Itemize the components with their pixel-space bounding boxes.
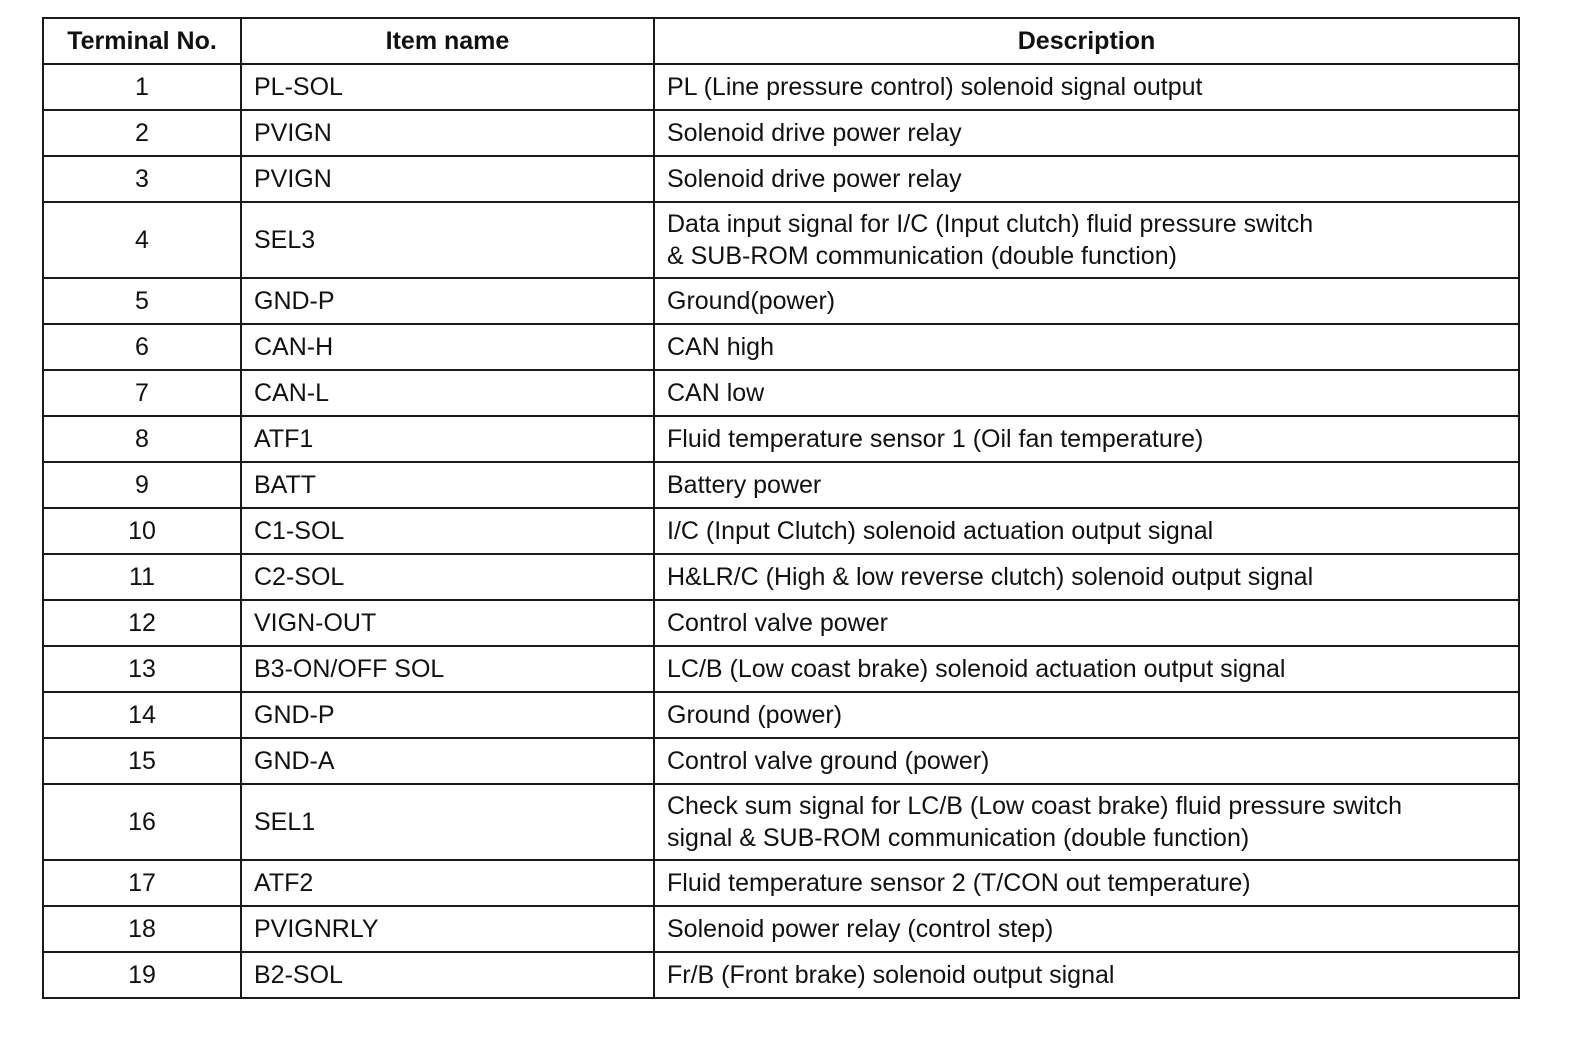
item-name: CAN-H xyxy=(241,324,654,370)
item-name: SEL1 xyxy=(241,784,654,860)
description: CAN high xyxy=(654,324,1519,370)
terminal-number: 19 xyxy=(43,952,241,998)
description: Data input signal for I/C (Input clutch) fluid pressure switch & SUB-ROM communication (double function) xyxy=(654,202,1519,278)
table-row xyxy=(43,370,1519,416)
item-name: PL-SOL xyxy=(241,64,654,110)
description: H&LR/C (High & low reverse clutch) solenoid output signal xyxy=(654,554,1519,600)
description: I/C (Input Clutch) solenoid actuation output signal xyxy=(654,508,1519,554)
description: CAN low xyxy=(654,370,1519,416)
terminal-number: 15 xyxy=(43,738,241,784)
terminal-number: 9 xyxy=(43,462,241,508)
terminal-number: 18 xyxy=(43,906,241,952)
description: PL (Line pressure control) solenoid signal output xyxy=(654,64,1519,110)
item-name: B2-SOL xyxy=(241,952,654,998)
table-row xyxy=(43,554,1519,600)
item-name: C1-SOL xyxy=(241,508,654,554)
table-row xyxy=(43,784,1519,860)
header-item-name: Item name xyxy=(241,18,654,64)
table-row xyxy=(43,462,1519,508)
terminal-number: 17 xyxy=(43,860,241,906)
description: Control valve power xyxy=(654,600,1519,646)
header-row xyxy=(43,18,1519,64)
description: Check sum signal for LC/B (Low coast brake) fluid pressure switch signal & SUB-ROM communication (double function) xyxy=(654,784,1519,860)
table-row xyxy=(43,952,1519,998)
header-terminal-no: Terminal No. xyxy=(43,18,241,64)
table-row xyxy=(43,202,1519,278)
terminal-number: 11 xyxy=(43,554,241,600)
terminal-number: 8 xyxy=(43,416,241,462)
header-description: Description xyxy=(654,18,1519,64)
terminal-number: 14 xyxy=(43,692,241,738)
item-name: GND-A xyxy=(241,738,654,784)
table-row xyxy=(43,738,1519,784)
description: Fluid temperature sensor 1 (Oil fan temperature) xyxy=(654,416,1519,462)
terminal-table xyxy=(42,17,1520,999)
description: Battery power xyxy=(654,462,1519,508)
item-name: C2-SOL xyxy=(241,554,654,600)
description: Fluid temperature sensor 2 (T/CON out temperature) xyxy=(654,860,1519,906)
terminal-number: 1 xyxy=(43,64,241,110)
item-name: VIGN-OUT xyxy=(241,600,654,646)
terminal-number: 5 xyxy=(43,278,241,324)
table-row xyxy=(43,416,1519,462)
table-row xyxy=(43,692,1519,738)
table-row xyxy=(43,600,1519,646)
description: Solenoid drive power relay xyxy=(654,110,1519,156)
table-row xyxy=(43,906,1519,952)
description: Ground(power) xyxy=(654,278,1519,324)
item-name: GND-P xyxy=(241,692,654,738)
description: Control valve ground (power) xyxy=(654,738,1519,784)
terminal-number: 12 xyxy=(43,600,241,646)
description: LC/B (Low coast brake) solenoid actuation output signal xyxy=(654,646,1519,692)
item-name: ATF2 xyxy=(241,860,654,906)
table-row xyxy=(43,64,1519,110)
description: Fr/B (Front brake) solenoid output signal xyxy=(654,952,1519,998)
table-row xyxy=(43,278,1519,324)
description: Solenoid drive power relay xyxy=(654,156,1519,202)
item-name: SEL3 xyxy=(241,202,654,278)
table-row xyxy=(43,646,1519,692)
terminal-number: 6 xyxy=(43,324,241,370)
terminal-number: 7 xyxy=(43,370,241,416)
item-name: PVIGNRLY xyxy=(241,906,654,952)
description: Ground (power) xyxy=(654,692,1519,738)
terminal-number: 16 xyxy=(43,784,241,860)
item-name: ATF1 xyxy=(241,416,654,462)
item-name: GND-P xyxy=(241,278,654,324)
table-row xyxy=(43,110,1519,156)
terminal-number: 10 xyxy=(43,508,241,554)
terminal-number: 2 xyxy=(43,110,241,156)
item-name: BATT xyxy=(241,462,654,508)
table-row xyxy=(43,324,1519,370)
table-row xyxy=(43,860,1519,906)
terminal-number: 3 xyxy=(43,156,241,202)
item-name: PVIGN xyxy=(241,156,654,202)
terminal-number: 13 xyxy=(43,646,241,692)
item-name: PVIGN xyxy=(241,110,654,156)
item-name: B3-ON/OFF SOL xyxy=(241,646,654,692)
table-row xyxy=(43,508,1519,554)
description: Solenoid power relay (control step) xyxy=(654,906,1519,952)
table-row xyxy=(43,156,1519,202)
terminal-number: 4 xyxy=(43,202,241,278)
item-name: CAN-L xyxy=(241,370,654,416)
